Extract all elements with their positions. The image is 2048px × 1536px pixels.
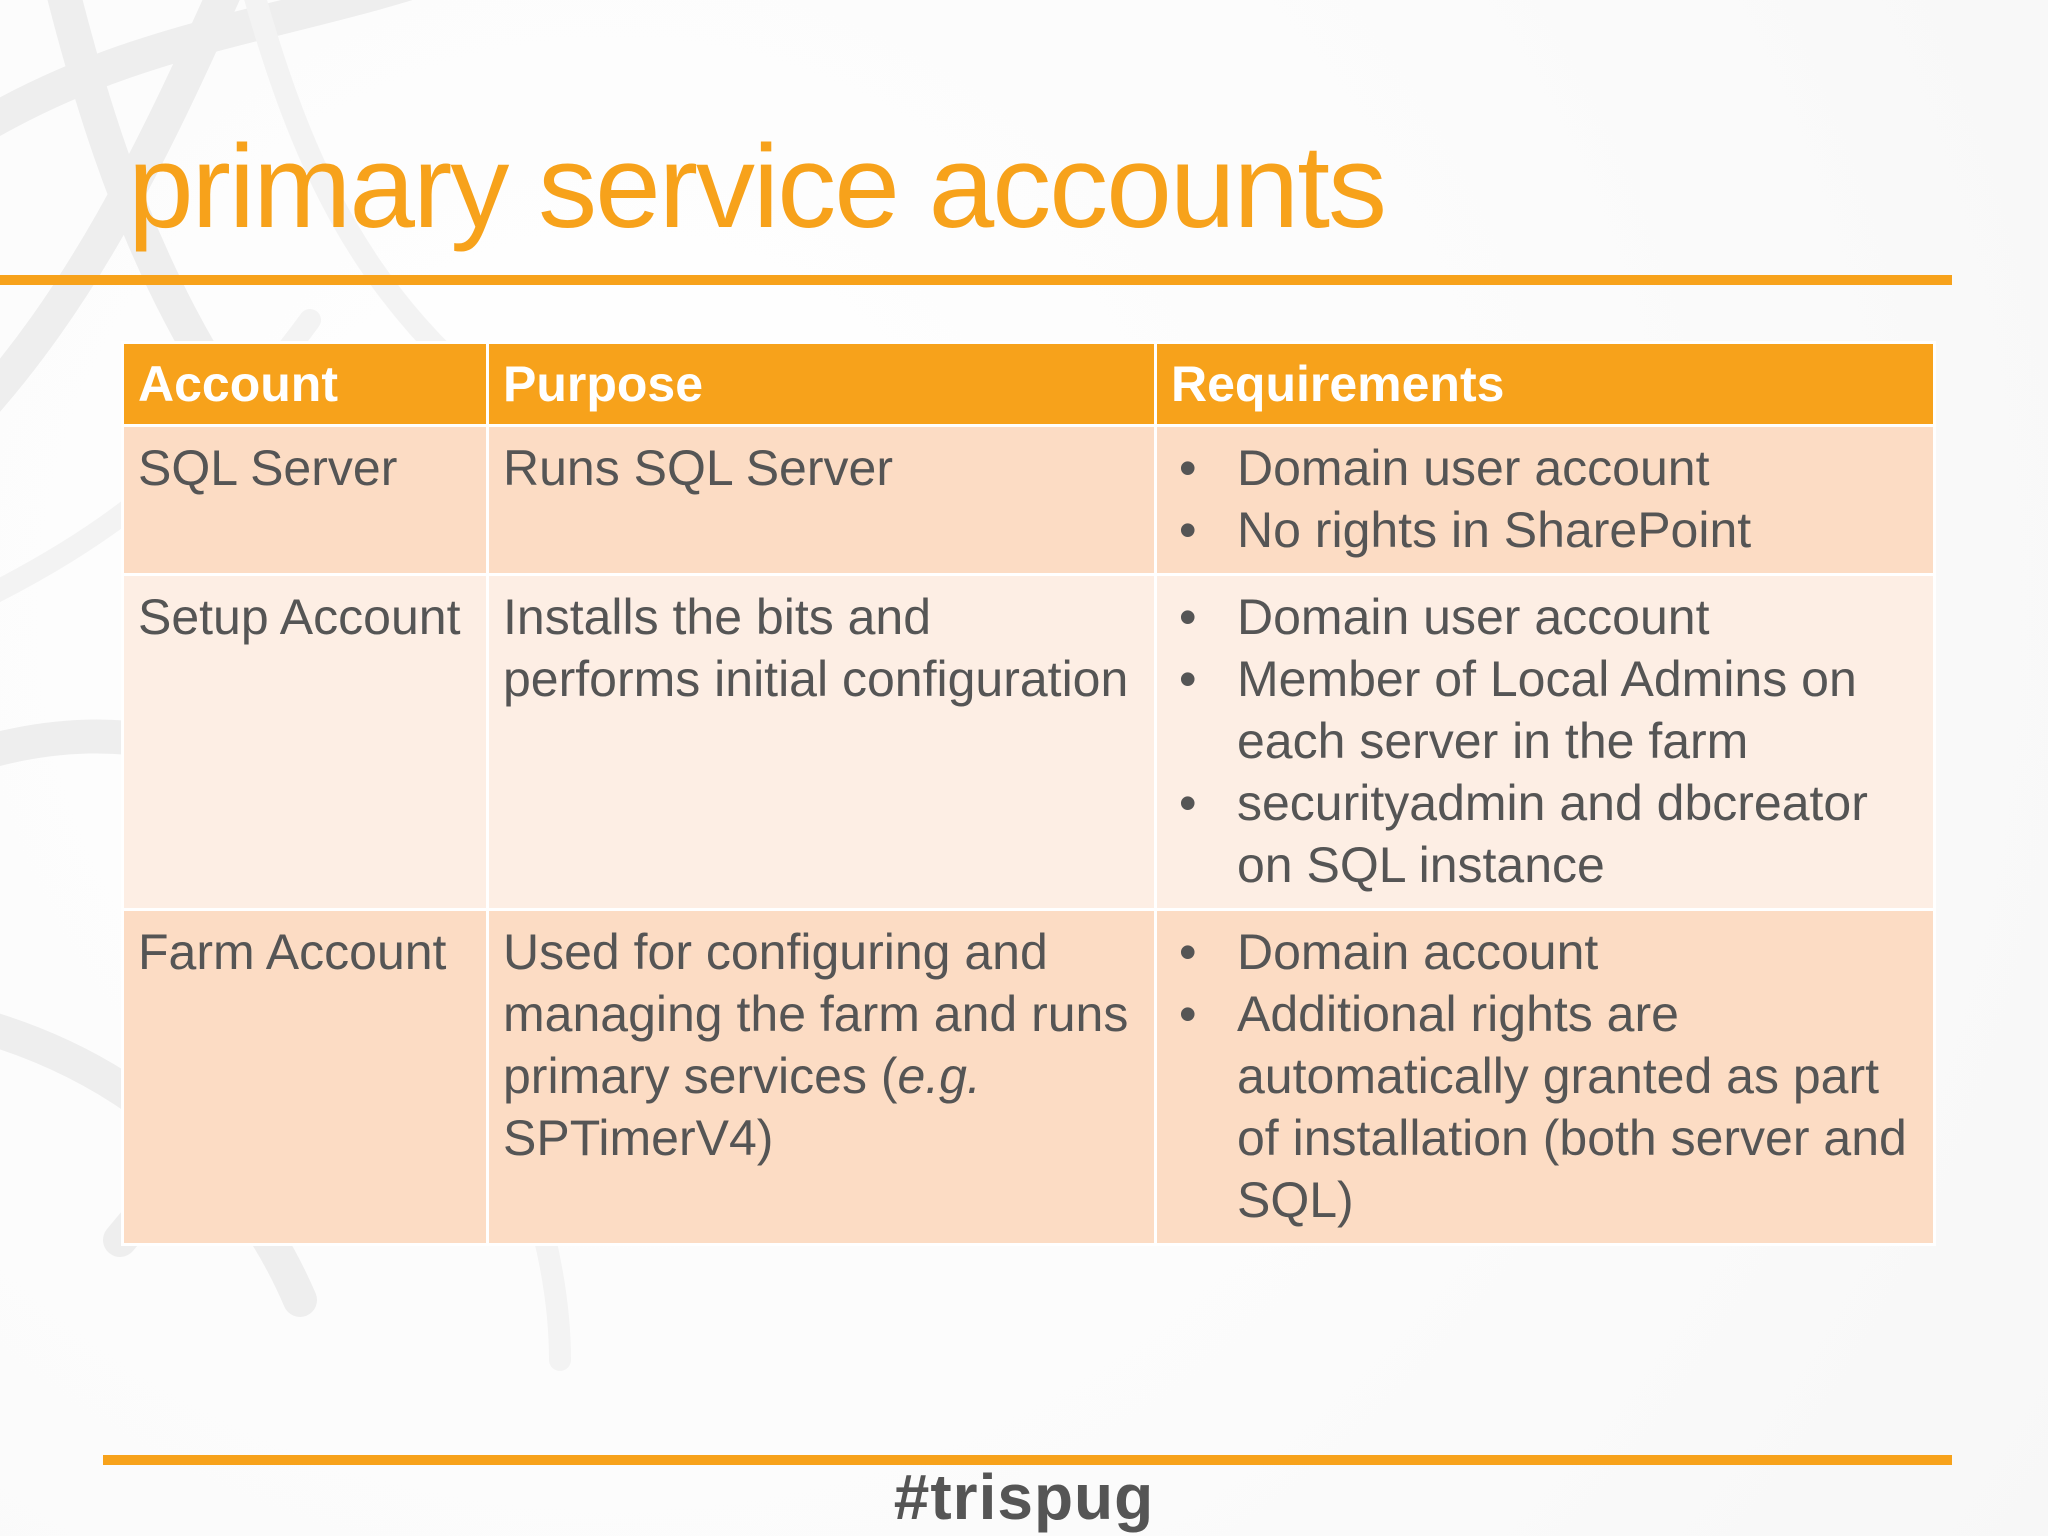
- bullet-icon: •: [1179, 589, 1197, 645]
- slide-title: primary service accounts: [128, 121, 1385, 253]
- bullet-icon: •: [1179, 775, 1197, 831]
- cell-purpose: [488, 575, 1156, 910]
- list-item: • Domain user account: [1171, 586, 1919, 648]
- bullet-icon: •: [1179, 440, 1197, 496]
- requirements-list: [1171, 586, 1919, 896]
- purpose-text: Used for configuring and managing the farm and runs primary services (: [503, 924, 1129, 1104]
- bullet-icon: •: [1179, 924, 1197, 980]
- list-item: • Additional rights are automatically granted as part of installation (both server and SQL): [1171, 983, 1919, 1231]
- cell-purpose: [488, 910, 1156, 1245]
- cell-account: Farm Account: [123, 910, 488, 1245]
- footer-hashtag: #trispug: [893, 1461, 1155, 1533]
- accounts-table: [121, 341, 1936, 1246]
- table-row-setup-account: [123, 575, 1935, 910]
- cell-account: Setup Account: [123, 575, 488, 910]
- list-item: • Member of Local Admins on each server in the farm: [1171, 648, 1919, 772]
- list-item: • No rights in SharePoint: [1171, 499, 1919, 561]
- header-requirements: Requirements: [1156, 343, 1935, 426]
- bullet-icon: •: [1179, 986, 1197, 1042]
- table-header-row: [123, 343, 1935, 426]
- cell-requirements: [1156, 575, 1935, 910]
- table-row-sql-server: [123, 426, 1935, 575]
- cell-requirements: [1156, 910, 1935, 1245]
- purpose-text: Runs SQL Server: [503, 440, 893, 496]
- header-account: Account: [123, 343, 488, 426]
- list-item: • Domain account: [1171, 921, 1919, 983]
- bullet-icon: •: [1179, 651, 1197, 707]
- cell-purpose: [488, 426, 1156, 575]
- header-purpose: Purpose: [488, 343, 1156, 426]
- table-row-farm-account: [123, 910, 1935, 1245]
- title-underline: [0, 275, 1952, 285]
- requirements-list: [1171, 921, 1919, 1231]
- purpose-text-end: SPTimerV4): [503, 1110, 774, 1166]
- cell-requirements: [1156, 426, 1935, 575]
- bullet-icon: •: [1179, 502, 1197, 558]
- purpose-text: Installs the bits and performs initial configuration: [503, 589, 1129, 707]
- list-item: • Domain user account: [1171, 437, 1919, 499]
- cell-account: SQL Server: [123, 426, 488, 575]
- purpose-italic-text: e.g.: [897, 1048, 981, 1104]
- list-item: • securityadmin and dbcreator on SQL instance: [1171, 772, 1919, 896]
- requirements-list: [1171, 437, 1919, 561]
